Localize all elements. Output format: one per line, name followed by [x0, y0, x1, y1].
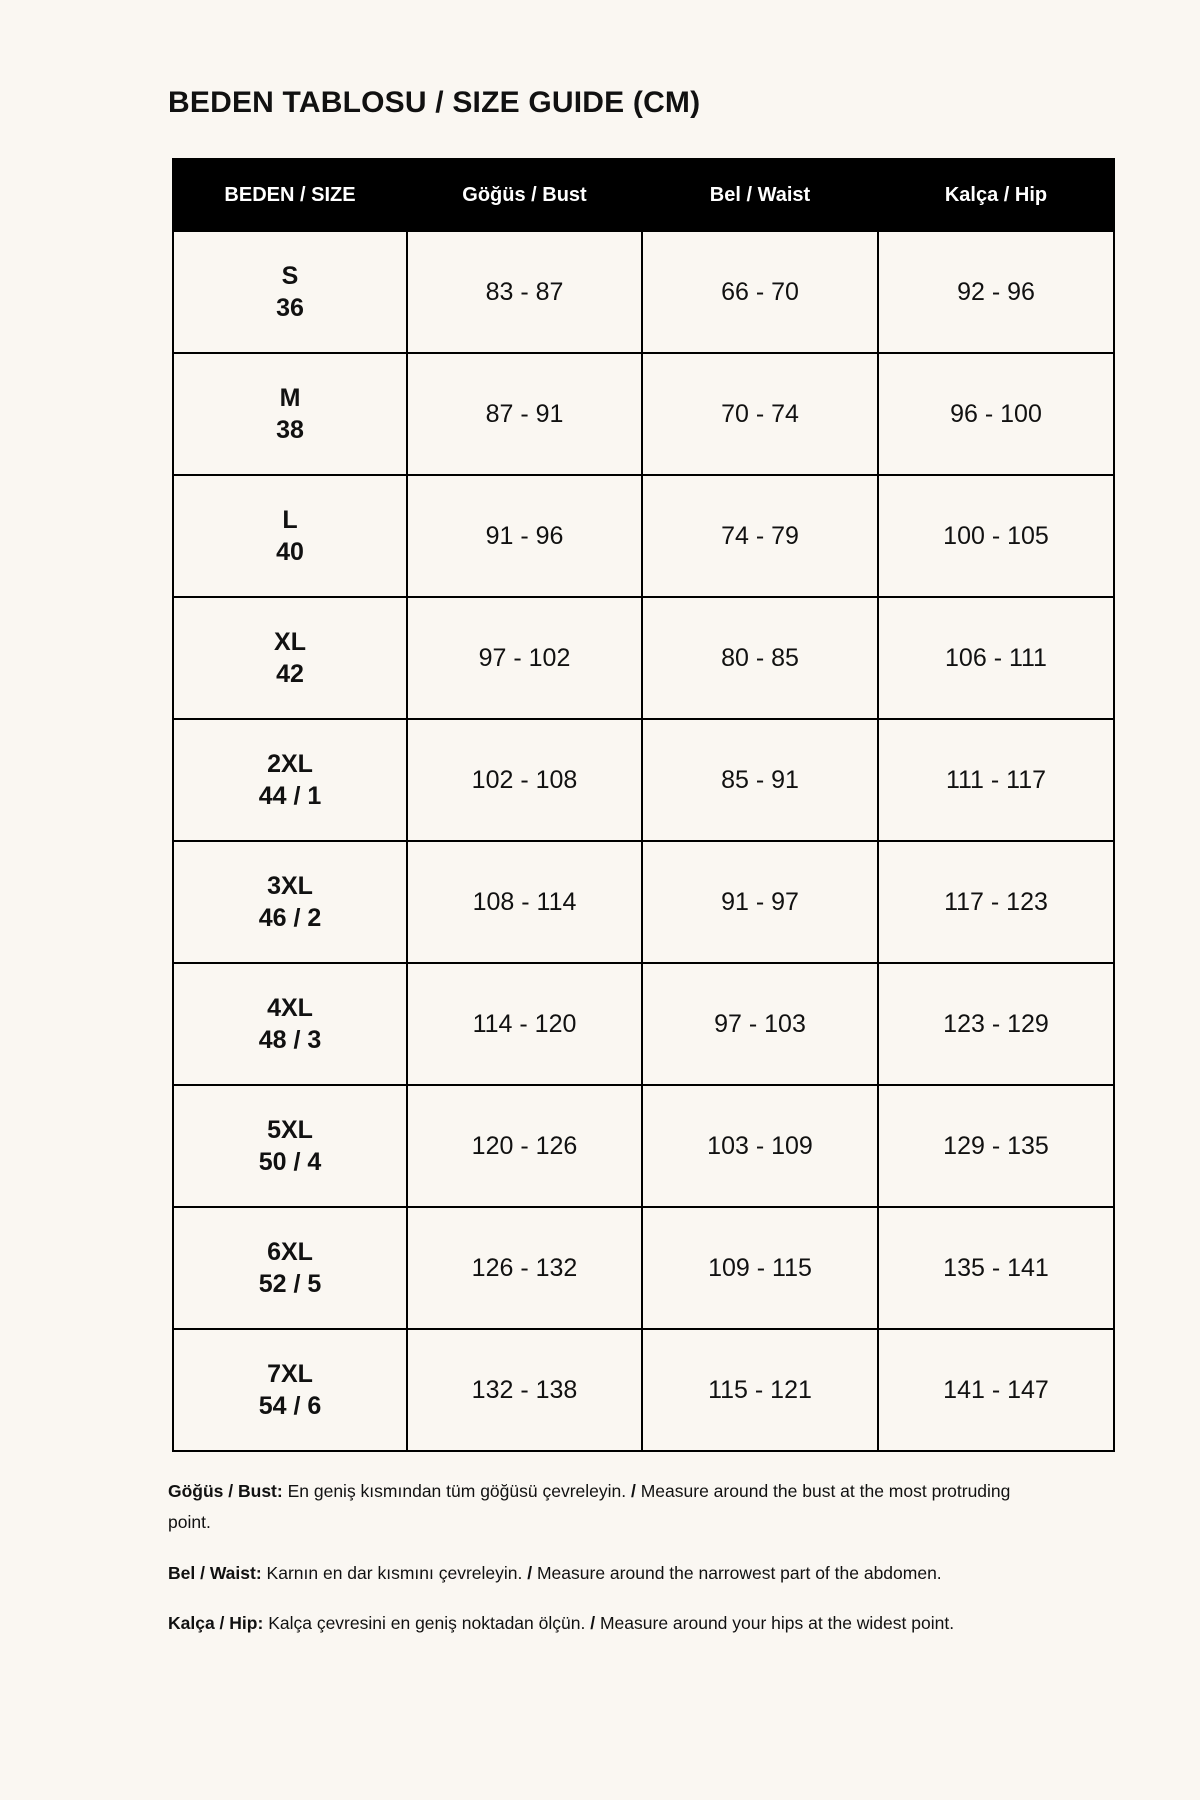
note-waist [168, 1558, 1033, 1589]
cell-waist: 70 - 74 [642, 353, 878, 475]
table-row [173, 1085, 1114, 1207]
cell-waist: 91 - 97 [642, 841, 878, 963]
note-waist-label: Bel / Waist: [168, 1562, 262, 1583]
size-table [172, 158, 1115, 1452]
cell-bust: 97 - 102 [407, 597, 642, 719]
cell-waist: 80 - 85 [642, 597, 878, 719]
cell-hip: 100 - 105 [878, 475, 1114, 597]
cell-waist: 85 - 91 [642, 719, 878, 841]
size-number: 48 / 3 [258, 1026, 322, 1055]
size-number: 46 / 2 [258, 904, 322, 933]
column-header-bust: Göğüs / Bust [407, 159, 642, 231]
note-bust-separator: / [630, 1481, 636, 1502]
size-letter: 3XL [267, 872, 313, 901]
size-number: 36 [276, 294, 304, 323]
size-number: 42 [276, 660, 304, 689]
cell-size [173, 963, 407, 1085]
cell-size [173, 231, 407, 353]
table-row [173, 475, 1114, 597]
size-number: 52 / 5 [258, 1270, 322, 1299]
note-hip-en: Measure around your hips at the widest point. [599, 1613, 955, 1634]
cell-bust: 102 - 108 [407, 719, 642, 841]
note-hip-separator: / [590, 1613, 596, 1634]
note-bust-en: Measure around the bust at the most protruding point. [168, 1481, 1011, 1533]
note-waist-en: Measure around the narrowest part of the abdomen. [536, 1562, 942, 1583]
cell-hip: 106 - 111 [878, 597, 1114, 719]
table-row [173, 1207, 1114, 1329]
table-row [173, 719, 1114, 841]
note-bust-tr: En geniş kısmından tüm göğüsü çevreleyin. [287, 1481, 627, 1502]
size-letter: 5XL [267, 1116, 313, 1145]
size-number: 54 / 6 [258, 1392, 322, 1421]
note-hip-tr: Kalça çevresini en geniş noktadan ölçün. [268, 1613, 586, 1634]
cell-waist: 103 - 109 [642, 1085, 878, 1207]
cell-bust: 120 - 126 [407, 1085, 642, 1207]
size-letter: XL [274, 628, 306, 657]
cell-size [173, 475, 407, 597]
table-row [173, 353, 1114, 475]
cell-bust: 132 - 138 [407, 1329, 642, 1451]
table-header-row [173, 159, 1114, 231]
cell-hip: 111 - 117 [878, 719, 1114, 841]
table-row [173, 963, 1114, 1085]
cell-bust: 114 - 120 [407, 963, 642, 1085]
cell-hip: 129 - 135 [878, 1085, 1114, 1207]
size-number: 40 [276, 538, 304, 567]
cell-waist: 115 - 121 [642, 1329, 878, 1451]
cell-waist: 97 - 103 [642, 963, 878, 1085]
note-waist-tr: Karnın en dar kısmını çevreleyin. [266, 1562, 523, 1583]
cell-waist: 109 - 115 [642, 1207, 878, 1329]
size-number: 50 / 4 [258, 1148, 322, 1177]
table-row [173, 1329, 1114, 1451]
note-waist-separator: / [527, 1562, 533, 1583]
size-letter: 7XL [267, 1360, 313, 1389]
cell-hip: 92 - 96 [878, 231, 1114, 353]
measurement-notes [168, 1476, 1033, 1639]
cell-hip: 123 - 129 [878, 963, 1114, 1085]
table-row [173, 231, 1114, 353]
cell-size [173, 719, 407, 841]
cell-waist: 74 - 79 [642, 475, 878, 597]
cell-hip: 141 - 147 [878, 1329, 1114, 1451]
cell-bust: 126 - 132 [407, 1207, 642, 1329]
note-bust-label: Göğüs / Bust: [168, 1481, 283, 1502]
cell-waist: 66 - 70 [642, 231, 878, 353]
note-bust [168, 1476, 1033, 1537]
size-table-head [173, 159, 1114, 231]
size-number: 38 [276, 416, 304, 445]
cell-size [173, 353, 407, 475]
size-table-container [172, 158, 1049, 1452]
size-table-body [173, 231, 1114, 1451]
size-letter: L [282, 506, 298, 535]
table-row [173, 597, 1114, 719]
cell-bust: 108 - 114 [407, 841, 642, 963]
cell-bust: 83 - 87 [407, 231, 642, 353]
column-header-hip: Kalça / Hip [878, 159, 1114, 231]
size-letter: S [281, 262, 299, 291]
column-header-size: BEDEN / SIZE [173, 159, 407, 231]
cell-size [173, 1085, 407, 1207]
cell-size [173, 1207, 407, 1329]
size-letter: 2XL [267, 750, 313, 779]
cell-size [173, 1329, 407, 1451]
page-title: BEDEN TABLOSU / SIZE GUIDE (CM) [168, 86, 701, 119]
column-header-waist: Bel / Waist [642, 159, 878, 231]
cell-size [173, 597, 407, 719]
cell-bust: 87 - 91 [407, 353, 642, 475]
size-letter: 6XL [267, 1238, 313, 1267]
size-letter: 4XL [267, 994, 313, 1023]
cell-size [173, 841, 407, 963]
cell-hip: 135 - 141 [878, 1207, 1114, 1329]
size-letter: M [279, 384, 301, 413]
cell-hip: 117 - 123 [878, 841, 1114, 963]
table-row [173, 841, 1114, 963]
cell-bust: 91 - 96 [407, 475, 642, 597]
note-hip-label: Kalça / Hip: [168, 1613, 264, 1634]
cell-hip: 96 - 100 [878, 353, 1114, 475]
size-number: 44 / 1 [258, 782, 322, 811]
note-hip [168, 1608, 1033, 1639]
